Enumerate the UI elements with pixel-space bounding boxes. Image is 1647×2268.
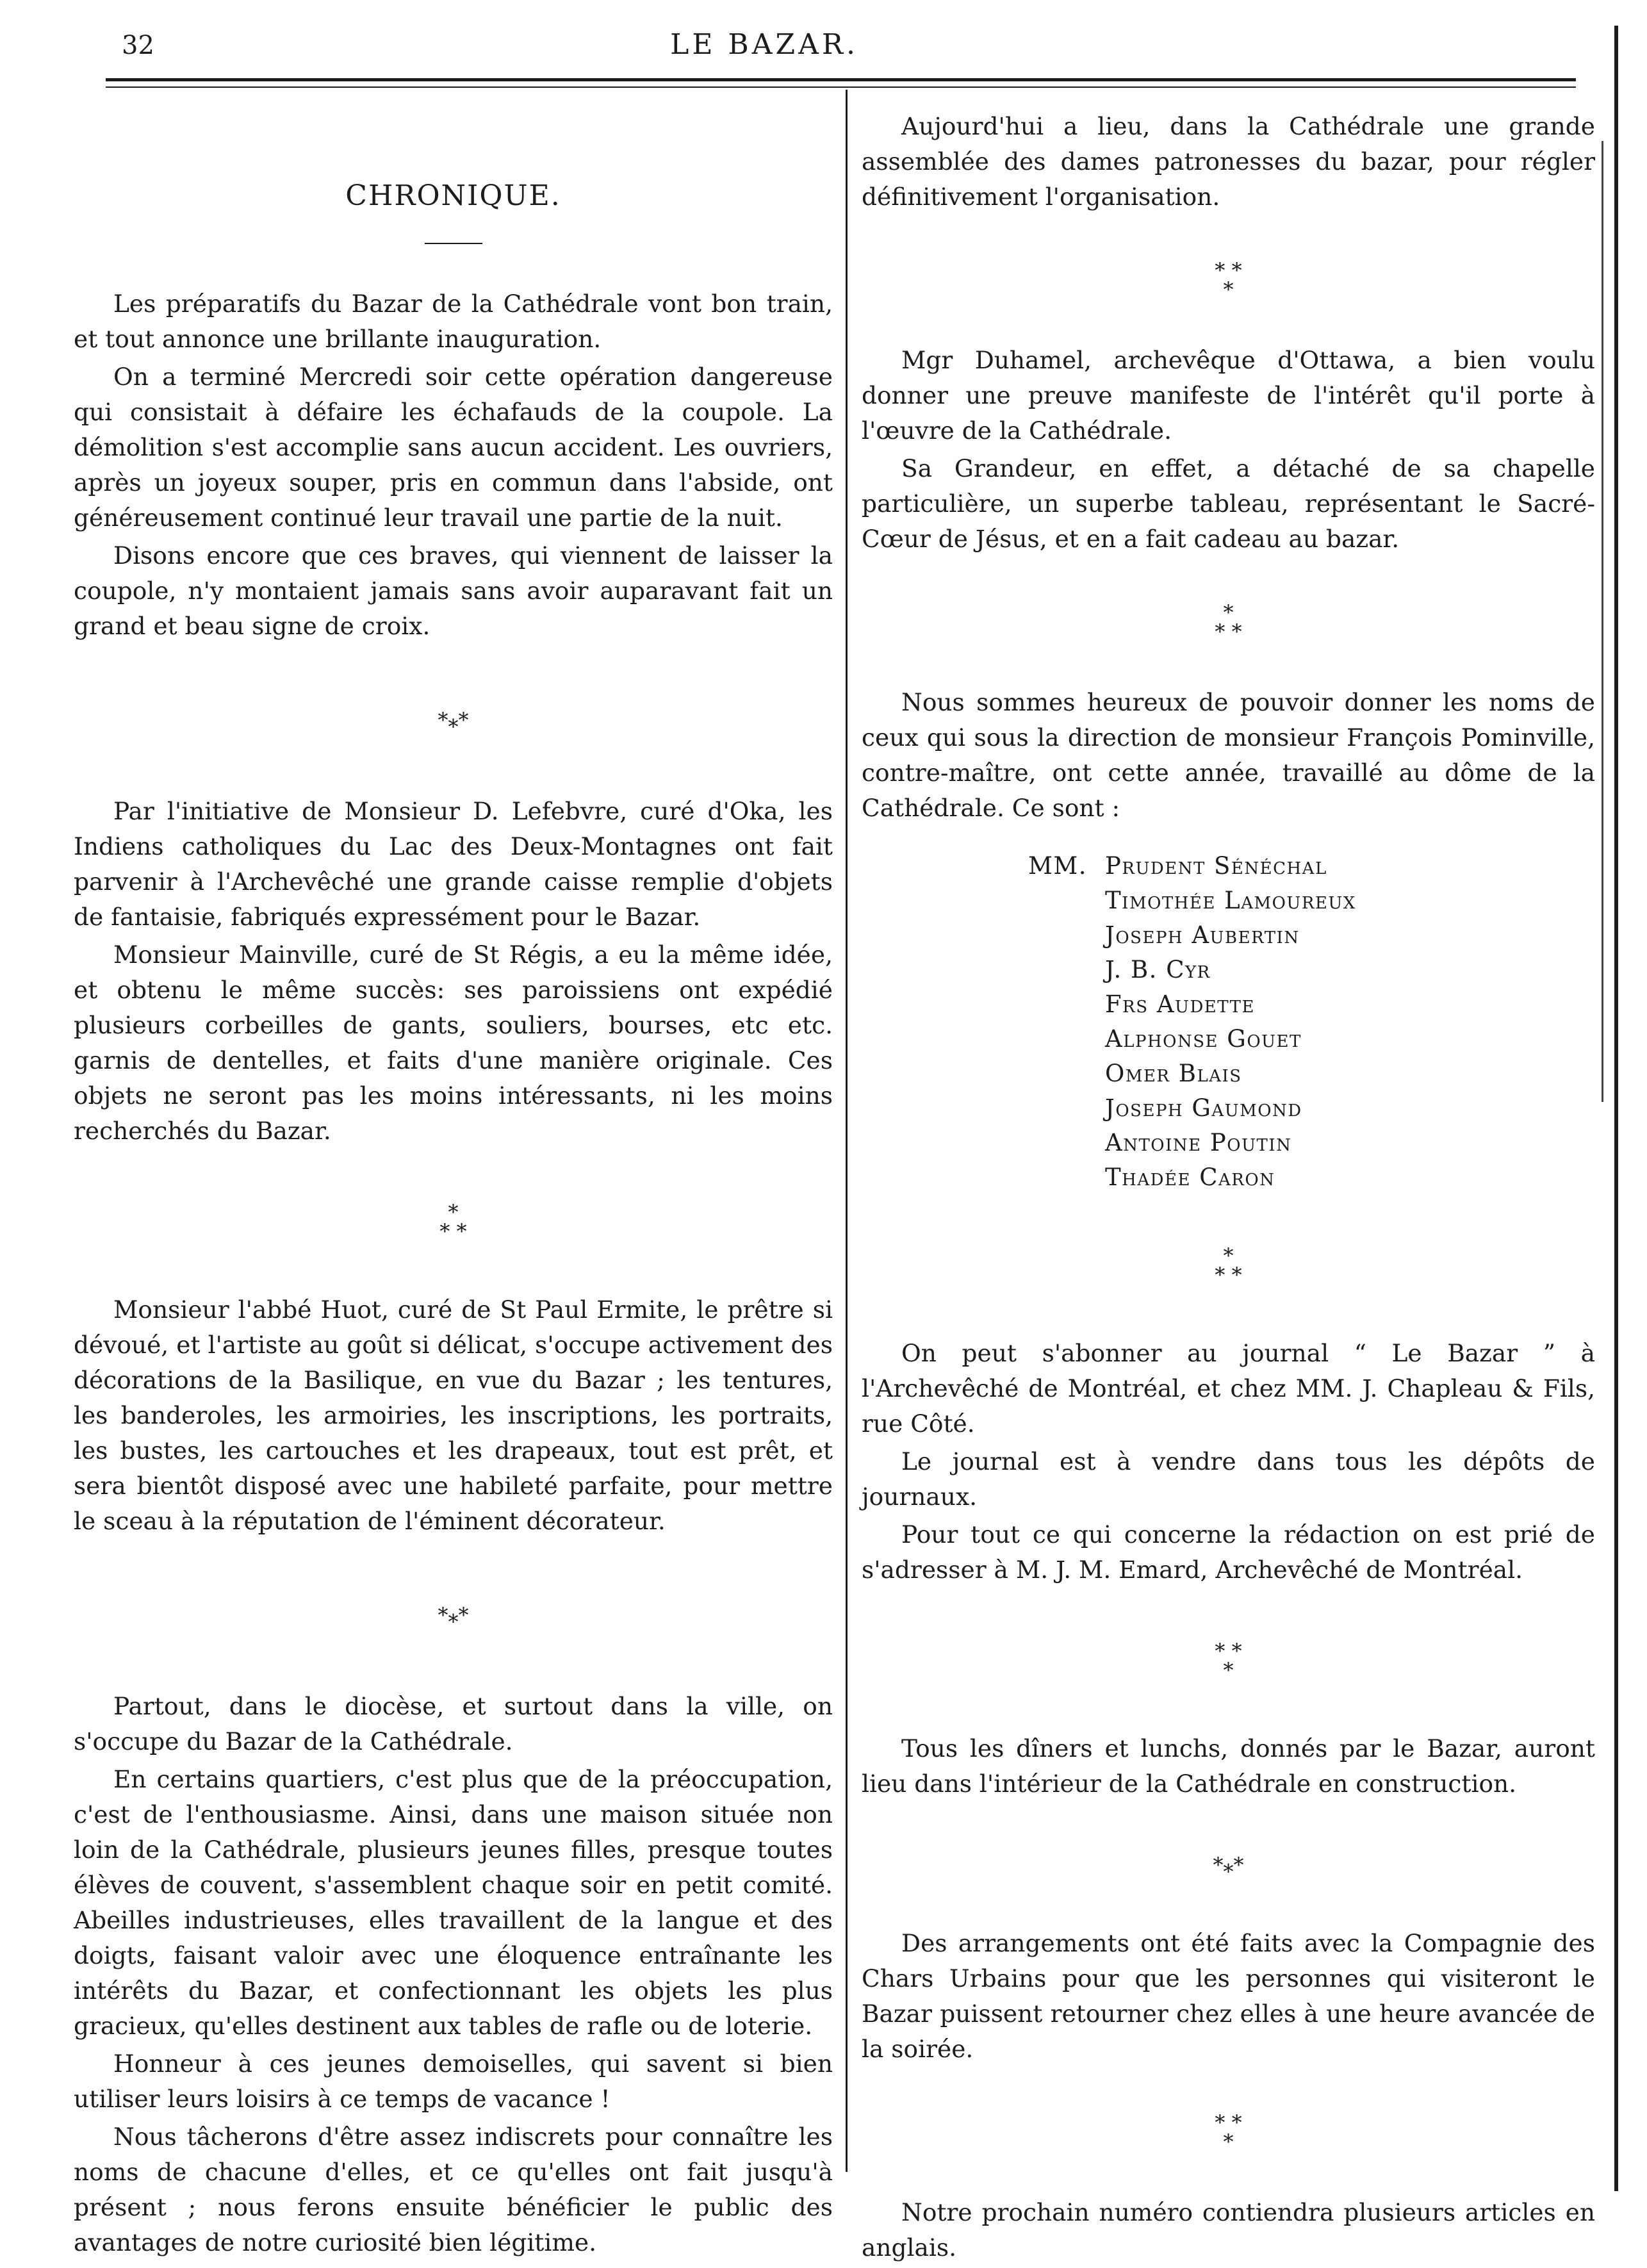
- paragraph: Partout, dans le diocèse, et surtout dans la ville, on s'occupe du Bazar de la Cathédrale.: [74, 1692, 833, 1755]
- header-rule-thin: [106, 86, 1576, 88]
- list-item: Joseph Gaumond: [1105, 1094, 1302, 1122]
- list-item: Thadée Caron: [1105, 1163, 1275, 1191]
- asterism: * * *: [439, 1200, 467, 1244]
- names-list: [862, 849, 1595, 1195]
- list-item: MM. Prudent Sénéchal: [1028, 852, 1327, 880]
- paragraph: En certains quartiers, c'est plus que de la préoccupation, c'est de l'enthousiasme. Ainsi, dans une maison située non loin de la Cathédrale, plusieurs jeunes filles, presque toutes élèves de couvent, s'assemblent chaque soir en petit comité. Abeilles industrieuses, elles travaillent de la langue et des doigts, faisant valoir avec une éloquence entraînante les intérêts du Bazar, et confectionnant les objets les plus gracieux, qu'elles destinent aux tables de rafle ou de loterie.: [74, 1765, 833, 2040]
- list-item: Frs Audette: [1105, 990, 1255, 1018]
- asterism: * * *: [1215, 600, 1242, 644]
- paragraph: Nous tâcherons d'être assez indiscrets pour connaître les noms de chacune d'elles, et ce qu'elles ont fait jusqu'à présent ; nous ferons ensuite bénéficier le public des avantages de notre curiosité bien légitime.: [74, 2123, 833, 2256]
- left-column: [74, 109, 833, 2263]
- paragraph: Sa Grandeur, en effet, a détaché de sa chapelle particulière, un superbe tableau, représentant le Sacré-Cœur de Jésus, et en a fait cadeau au bazar.: [862, 454, 1595, 553]
- paragraph: Monsieur l'abbé Huot, curé de St Paul Ermite, le prêtre si dévoué, et l'artiste au goût si délicat, s'occupe activement des décorations de la Basilique, en vue du Bazar ; les tentures, les banderoles, les armoiries, les inscriptions, les portraits, les bustes, les cartouches et les drapeaux, tout est prêt, et sera bientôt disposé avec une habileté parfaite, pour mettre le sceau à la réputation de l'éminent décorateur.: [74, 1295, 833, 1535]
- list-item: Omer Blais: [1105, 1060, 1242, 1087]
- paragraph: Disons encore que ces braves, qui viennent de laisser la coupole, n'y montaient jamais sans avoir auparavant fait un grand et beau signe de croix.: [74, 541, 833, 640]
- asterism: *⁎*: [1213, 1853, 1244, 1877]
- asterism: * * *: [1215, 1244, 1242, 1287]
- page-edge: [1614, 26, 1618, 2191]
- asterism: * * *: [1215, 2110, 1242, 2154]
- paragraph: Le journal est à vendre dans tous les dépôts de journaux.: [862, 1447, 1595, 1511]
- paragraph: Mgr Duhamel, archevêque d'Ottawa, a bien voulu donner une preuve manifeste de l'intérêt qu'il porte à l'œuvre de la Cathédrale.: [862, 346, 1595, 445]
- paragraph: Monsieur Mainville, curé de St Régis, a eu la même idée, et obtenu le même succès: ses paroissiens ont expédié plusieurs corbeilles de gants, souliers, bourses, etc etc. garnis de dentelles, et faits d'une manière originale. Ces objets ne seront pas les moins intéressants, ni les moins recherchés du Bazar.: [74, 941, 833, 1145]
- paragraph: Tous les dîners et lunchs, donnés par le Bazar, auront lieu dans l'intérieur de la Cathédrale en construction.: [862, 1734, 1595, 1798]
- paragraph: Aujourd'hui a lieu, dans la Cathédrale une grande assemblée des dames patronesses du bazar, pour régler définitivement l'organisation.: [862, 112, 1595, 211]
- page-number: 32: [122, 31, 154, 60]
- list-item: Joseph Aubertin: [1105, 921, 1300, 949]
- paragraph: Notre prochain numéro contiendra plusieurs articles en anglais.: [862, 2198, 1595, 2262]
- paragraph: Les préparatifs du Bazar de la Cathédrale vont bon train, et tout annonce une brillante inauguration.: [74, 290, 833, 353]
- list-item: J. B. Cyr: [1105, 956, 1211, 983]
- asterism: *⁎*: [438, 1603, 469, 1627]
- running-title: LE BAZAR.: [670, 28, 858, 61]
- paragraph: Nous sommes heureux de pouvoir donner les noms de ceux qui sous la direction de monsieur François Pominville, contre-maître, ont cette année, travaillé au dôme de la Cathédrale. Ce sont :: [862, 688, 1595, 822]
- asterism: * * *: [1215, 1639, 1242, 1682]
- list-item: Alphonse Gouet: [1105, 1025, 1302, 1053]
- asterism: *⁎*: [438, 708, 469, 732]
- paragraph: On a terminé Mercredi soir cette opération dangereuse qui consistait à défaire les échafauds de la coupole. La démolition s'est accomplie sans aucun accident. Les ouvriers, après un joyeux souper, pris en commun dans l'abside, ont généreusement continué leur travail une partie de la nuit.: [74, 363, 833, 532]
- page-edge-inner: [1602, 141, 1603, 1102]
- paragraph: Des arrangements ont été faits avec la Compagnie des Chars Urbains pour que les personnes qui visiteront le Bazar puissent retourner chez elles à une heure avancée de la soirée.: [862, 1929, 1595, 2063]
- title-rule: [425, 243, 482, 244]
- section-title: CHRONIQUE.: [345, 179, 561, 212]
- paragraph: Par l'initiative de Monsieur D. Lefebvre, curé d'Oka, les Indiens catholiques du Lac des Deux-Montagnes ont fait parvenir à l'Archevêché une grande caisse remplie d'objets de fantaisie, fabriqués expressément pour le Bazar.: [74, 797, 833, 931]
- list-item: Timothée Lamoureux: [1105, 887, 1356, 914]
- right-column: [862, 109, 1595, 2268]
- paragraph: On peut s'abonner au journal “ Le Bazar ” à l'Archevêché de Montréal, et chez MM. J. Chapleau & Fils, rue Côté.: [862, 1339, 1595, 1438]
- column-divider: [846, 90, 848, 2172]
- asterism: * * *: [1215, 258, 1242, 302]
- paragraph: Pour tout ce qui concerne la rédaction on est prié de s'adresser à M. J. M. Emard, Archevêché de Montréal.: [862, 1520, 1595, 1584]
- list-item: Antoine Poutin: [1105, 1129, 1292, 1156]
- header-rule: [106, 78, 1576, 81]
- paragraph: Honneur à ces jeunes demoiselles, qui savent si bien utiliser leurs loisirs à ce temps de vacance !: [74, 2050, 833, 2113]
